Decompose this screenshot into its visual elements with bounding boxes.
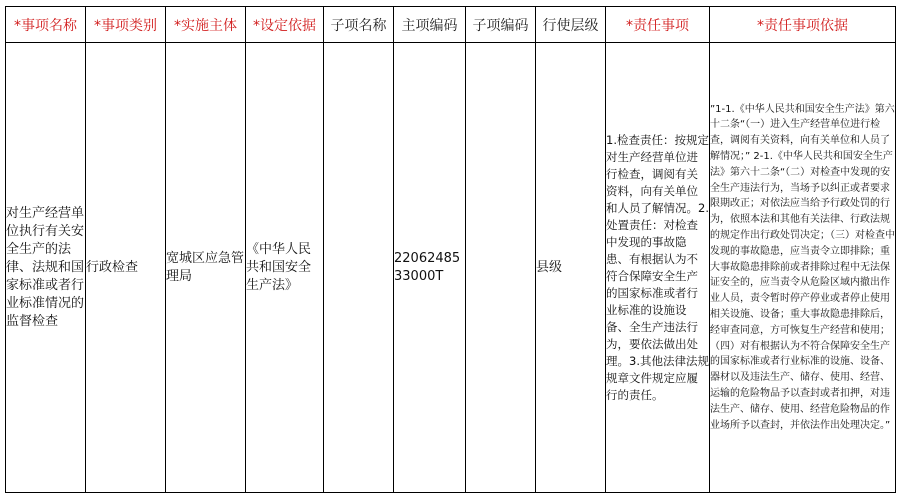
table-row xyxy=(6,43,896,493)
cell-main-item-code: 2206248533000T xyxy=(394,43,466,493)
cell-implementing-body: 宽城区应急管理局 xyxy=(166,43,246,493)
cell-legal-basis: 《中华人民共和国安全生产法》 xyxy=(246,43,324,493)
header-item-category: *事项类别 xyxy=(86,7,166,43)
cell-responsibility-basis: ”1-1.《中华人民共和国安全生产法》第六十二条“（一）进入生产经营单位进行检查，调阅有关资料，向有关单位和人员了解情况；” 2-1.《中华人民共和国安全生产法》第六十二条“（二）对检查中发现的安全生产违法行为，当场予以纠正或者要求限期改正；对依法应当给予行政处罚的行为，依照本法和其他有关法律、行政法规的规定作出行政处罚决定；（三）对检查中发现的事故隐患，应当责令立即排除；重大事故隐患排除前或者排除过程中无法保证安全的，应当责令从危险区域内撤出作业人员，责令暂时停产停业或者停止使用相关设施、设备；重大事故隐患排除后，经审查同意，方可恢复生产经营和使用；（四）对有根据认为不符合保障安全生产的国家标准或者行业标准的设施、设备、器材以及违法生产、储存、使用、经营、运输的危险物品予以查封或者扣押，对违法生产、储存、使用、经营危险物品的作业场所予以查封，并依法作出处理决定。” xyxy=(710,43,896,493)
cell-responsibility: 1.检查责任：按规定对生产经营单位进行检查，调阅有关资料，向有关单位和人员了解情况。2.处置责任：对检查中发现的事故隐患、有根据认为不符合保障安全生产的国家标准或者行业标准的设施设备、全生产违法行为，要依法做出处理。3.其他法律法规规章文件规定应履行的责任。 xyxy=(606,43,710,493)
responsibility-table xyxy=(5,6,896,493)
header-main-item-code: 主项编码 xyxy=(394,7,466,43)
header-responsibility: *责任事项 xyxy=(606,7,710,43)
header-legal-basis: *设定依据 xyxy=(246,7,324,43)
header-exercise-level: 行使层级 xyxy=(536,7,606,43)
cell-exercise-level: 县级 xyxy=(536,43,606,493)
header-implementing-body: *实施主体 xyxy=(166,7,246,43)
header-responsibility-basis: *责任事项依据 xyxy=(710,7,896,43)
header-sub-item-name: 子项名称 xyxy=(324,7,394,43)
cell-sub-item-name xyxy=(324,43,394,493)
cell-item-category: 行政检查 xyxy=(86,43,166,493)
header-row xyxy=(6,7,896,43)
header-item-name: *事项名称 xyxy=(6,7,86,43)
cell-sub-item-code xyxy=(466,43,536,493)
header-sub-item-code: 子项编码 xyxy=(466,7,536,43)
cell-item-name: 对生产经营单位执行有关安全生产的法律、法规和国家标准或者行业标准情况的监督检查 xyxy=(6,43,86,493)
